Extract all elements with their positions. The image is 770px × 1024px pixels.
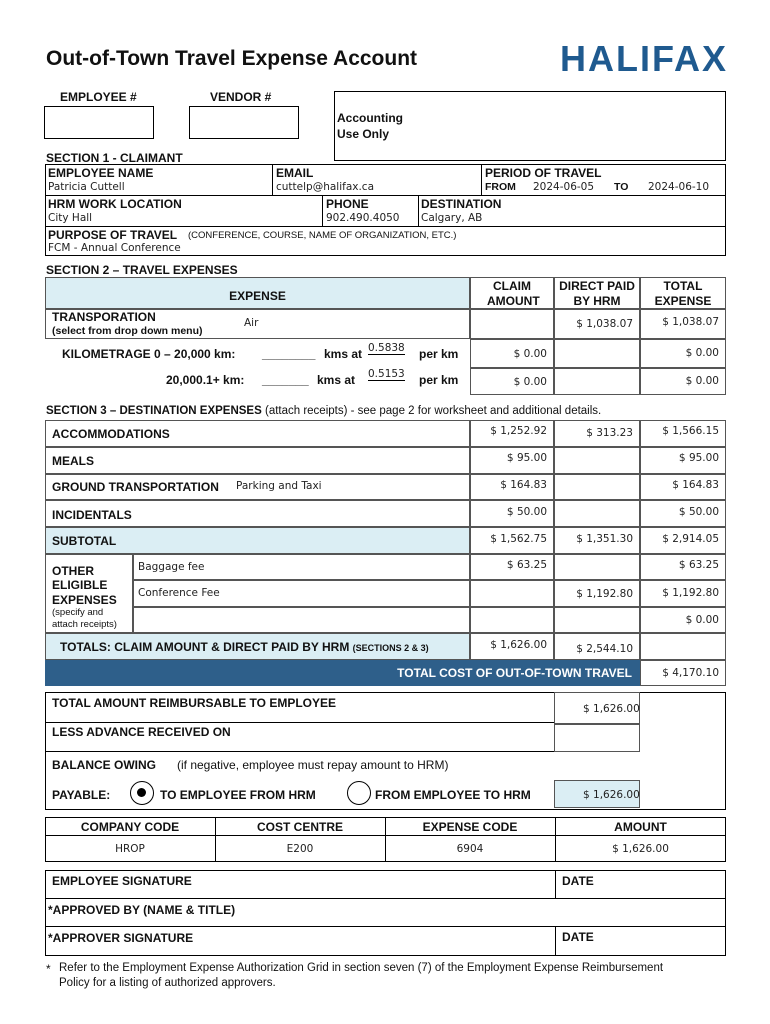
col-expense-label: EXPENSE xyxy=(229,289,286,303)
incidentals-row xyxy=(45,500,470,527)
other-direct-3[interactable] xyxy=(554,607,640,633)
other-detail-3[interactable] xyxy=(133,607,470,633)
advance-label: LESS ADVANCE RECEIVED ON xyxy=(52,725,231,739)
other-detail-1[interactable]: Baggage fee xyxy=(133,554,470,580)
accounting-label: Accounting Use Only xyxy=(337,111,403,141)
totals-claim: $ 1,626.00 xyxy=(470,633,554,660)
company-code-header: COMPANY CODE xyxy=(80,820,180,834)
work-location-value[interactable]: City Hall xyxy=(48,212,93,224)
km2-total: $ 0.00 xyxy=(640,368,726,395)
other-claim-1[interactable]: $ 63.25 xyxy=(470,554,554,580)
accommodations-direct[interactable]: $ 313.23 xyxy=(554,420,640,447)
to-employee-radio[interactable] xyxy=(130,781,154,805)
company-code-value[interactable]: HROP xyxy=(115,843,145,855)
balance-label: BALANCE OWING xyxy=(52,758,156,772)
cost-centre-header: COST CENTRE xyxy=(256,820,343,834)
section3-title-wrap xyxy=(46,405,601,417)
section1-title: SECTION 1 - CLAIMANT xyxy=(46,151,183,165)
km1-per-km: per km xyxy=(419,347,459,361)
km2-per-km: per km xyxy=(419,373,459,387)
other-label-2: ELIGIBLE xyxy=(52,578,108,592)
other-label-3: EXPENSES xyxy=(52,593,117,607)
totals-blank xyxy=(640,633,726,660)
other-total-2: $ 1,192.80 xyxy=(640,580,726,607)
subtotal-total: $ 2,914.05 xyxy=(640,527,726,554)
balance-note: (if negative, employee must repay amount to HRM) xyxy=(177,758,449,772)
ground-transport-claim[interactable]: $ 164.83 xyxy=(470,474,554,500)
from-label: FROM xyxy=(485,181,516,193)
date-label: DATE xyxy=(562,874,594,888)
ground-transport-direct[interactable] xyxy=(554,474,640,500)
section3-title: SECTION 3 – DESTINATION EXPENSES xyxy=(46,405,262,417)
employee-date-field[interactable] xyxy=(555,870,726,899)
employee-num-label: EMPLOYEE # xyxy=(60,90,137,104)
incidentals-direct[interactable] xyxy=(554,500,640,527)
accommodations-total: $ 1,566.15 xyxy=(640,420,726,447)
destination-label: DESTINATION xyxy=(421,197,502,211)
other-direct-1[interactable] xyxy=(554,554,640,580)
halifax-logo: HALIFAX xyxy=(560,38,729,79)
from-employee-radio[interactable] xyxy=(347,781,371,805)
page-title: Out-of-Town Travel Expense Account xyxy=(46,47,418,70)
other-claim-2[interactable] xyxy=(470,580,554,607)
transport-label: TRANSPORATION xyxy=(52,310,156,324)
ground-transport-row xyxy=(45,474,470,500)
email-label: EMAIL xyxy=(276,166,314,180)
ground-transport-detail[interactable]: Parking and Taxi xyxy=(236,480,322,492)
other-detail-2[interactable]: Conference Fee xyxy=(133,580,470,607)
ground-transport-label: GROUND TRANSPORTATION xyxy=(52,480,219,494)
km1-label: KILOMETRAGE 0 – 20,000 km: xyxy=(62,347,236,361)
employee-num-field[interactable] xyxy=(44,106,154,139)
km1-kms-at: kms at xyxy=(324,347,363,361)
subtotal-row xyxy=(45,527,470,554)
meals-label: MEALS xyxy=(52,454,94,468)
vendor-num-field[interactable] xyxy=(189,106,299,139)
transport-type-select[interactable]: Air xyxy=(244,317,259,329)
incidentals-total: $ 50.00 xyxy=(640,500,726,527)
section3-note: (attach receipts) - see page 2 for worksheet and additional details. xyxy=(264,405,602,417)
to-date-value[interactable]: 2024-06-10 xyxy=(648,181,710,193)
meals-total: $ 95.00 xyxy=(640,447,726,474)
work-location-label: HRM WORK LOCATION xyxy=(48,197,182,211)
subtotal-direct: $ 1,351.30 xyxy=(554,527,640,554)
km2-blank[interactable]: _______ xyxy=(262,373,309,387)
other-label-1: OTHER xyxy=(52,564,94,578)
to-label: TO xyxy=(614,181,629,193)
destination-value[interactable]: Calgary, AB xyxy=(421,212,483,224)
km2-claim: $ 0.00 xyxy=(470,368,554,395)
purpose-value[interactable]: FCM - Annual Conference xyxy=(48,242,181,254)
radio-selected-dot xyxy=(137,788,146,797)
totals-row xyxy=(45,633,470,660)
approver-signature-label: *APPROVER SIGNATURE xyxy=(48,931,194,945)
purpose-label: PURPOSE OF TRAVEL xyxy=(48,228,178,242)
transport-direct[interactable]: $ 1,038.07 xyxy=(554,309,640,339)
km2-rate: 0.5153 xyxy=(368,368,405,380)
subtotal-claim: $ 1,562.75 xyxy=(470,527,554,554)
vendor-num-label: VENDOR # xyxy=(210,90,272,104)
other-total-3: $ 0.00 xyxy=(640,607,726,633)
other-claim-3[interactable] xyxy=(470,607,554,633)
employee-signature-label: EMPLOYEE SIGNATURE xyxy=(52,874,192,888)
other-total-1: $ 63.25 xyxy=(640,554,726,580)
expense-code-header: EXPENSE CODE xyxy=(422,820,518,834)
advance-cell[interactable] xyxy=(554,724,640,752)
cost-centre-value[interactable]: E200 xyxy=(286,843,314,855)
total-header xyxy=(640,277,726,309)
totals-label: TOTALS: CLAIM AMOUNT & DIRECT PAID BY HRM xyxy=(60,640,350,654)
direct-header xyxy=(554,277,640,309)
approved-by-label: *APPROVED BY (NAME & TITLE) xyxy=(48,903,236,917)
accommodations-claim[interactable]: $ 1,252.92 xyxy=(470,420,554,447)
km1-rate: 0.5838 xyxy=(368,342,405,354)
other-sub-1: (specify and xyxy=(52,607,104,618)
km1-claim: $ 0.00 xyxy=(470,339,554,368)
km1-total: $ 0.00 xyxy=(640,339,726,368)
transport-row xyxy=(45,309,470,339)
amount-header: AMOUNT xyxy=(614,820,667,834)
expense-code-value[interactable]: 6904 xyxy=(456,843,484,855)
footnote-line-2: Policy for a listing of authorized approvers. xyxy=(59,977,276,989)
purpose-hint: (CONFERENCE, COURSE, NAME OF ORGANIZATION, ETC.) xyxy=(188,230,457,241)
claim-header xyxy=(470,277,554,309)
meals-direct[interactable] xyxy=(554,447,640,474)
incidentals-claim[interactable]: $ 50.00 xyxy=(470,500,554,527)
accommodations-label: ACCOMMODATIONS xyxy=(52,427,170,441)
to-employee-label: TO EMPLOYEE FROM HRM xyxy=(160,788,316,802)
totals-direct: $ 2,544.10 xyxy=(554,633,640,660)
approved-by-field[interactable] xyxy=(45,898,726,927)
transport-claim[interactable] xyxy=(470,309,554,339)
employee-signature-field[interactable] xyxy=(45,870,556,899)
payable-label: PAYABLE: xyxy=(52,788,111,802)
meals-row xyxy=(45,447,470,474)
balance-value: $ 1,626.00 xyxy=(583,789,640,801)
transport-sub: (select from drop down menu) xyxy=(52,325,203,337)
km2-label: 20,000.1+ km: xyxy=(166,373,245,387)
from-date-value[interactable]: 2024-06-05 xyxy=(533,181,595,193)
other-sub-2: attach receipts) xyxy=(52,619,117,630)
from-employee-label: FROM EMPLOYEE TO HRM xyxy=(375,788,531,802)
approver-date-field[interactable] xyxy=(555,926,726,956)
email-value[interactable]: cuttelp@halifax.ca xyxy=(276,181,375,193)
km1-blank[interactable]: ________ xyxy=(262,347,316,361)
amount-value: $ 1,626.00 xyxy=(612,843,669,855)
approver-signature-field[interactable] xyxy=(45,926,556,956)
reimbursable-label: TOTAL AMOUNT REIMBURSABLE TO EMPLOYEE xyxy=(52,696,337,710)
totals-label-wrap xyxy=(60,640,429,654)
period-label: PERIOD OF TRAVEL xyxy=(485,166,602,180)
km2-kms-at: kms at xyxy=(317,373,356,387)
total-cost-label: TOTAL COST OF OUT-OF-TOWN TRAVEL xyxy=(397,666,632,680)
phone-value[interactable]: 902.490.4050 xyxy=(326,212,400,224)
col-claim-label: CLAIM AMOUNT xyxy=(487,279,540,308)
subtotal-label: SUBTOTAL xyxy=(52,534,117,548)
date-label-2: DATE xyxy=(562,930,594,944)
other-expenses-label-cell xyxy=(45,554,133,633)
phone-label: PHONE xyxy=(326,197,369,211)
ground-transport-total: $ 164.83 xyxy=(640,474,726,500)
col-direct-label: DIRECT PAID BY HRM xyxy=(559,279,635,308)
km1-direct xyxy=(554,339,640,368)
col-total-label: TOTAL EXPENSE xyxy=(654,279,712,308)
reimbursable-value: $ 1,626.00 xyxy=(583,703,640,715)
km2-direct xyxy=(554,368,640,395)
meals-claim[interactable]: $ 95.00 xyxy=(470,447,554,474)
totals-sections: (SECTIONS 2 & 3) xyxy=(352,643,429,653)
footnote-star: * xyxy=(46,962,51,976)
employee-name-value[interactable]: Patricia Cuttell xyxy=(48,181,125,193)
transport-total: $ 1,038.07 xyxy=(640,309,726,339)
total-cost-bar xyxy=(45,660,640,686)
other-direct-2[interactable]: $ 1,192.80 xyxy=(554,580,640,607)
total-cost-value: $ 4,170.10 xyxy=(640,660,726,686)
footnote-line-1: Refer to the Employment Expense Authorization Grid in section seven (7) of the Employment Expense Reimbursement xyxy=(59,962,664,974)
employee-name-label: EMPLOYEE NAME xyxy=(48,166,154,180)
accounting-use-only-box xyxy=(334,91,726,161)
section2-title: SECTION 2 – TRAVEL EXPENSES xyxy=(46,263,238,277)
expense-header xyxy=(45,277,470,309)
accommodations-row xyxy=(45,420,470,447)
incidentals-label: INCIDENTALS xyxy=(52,508,132,522)
